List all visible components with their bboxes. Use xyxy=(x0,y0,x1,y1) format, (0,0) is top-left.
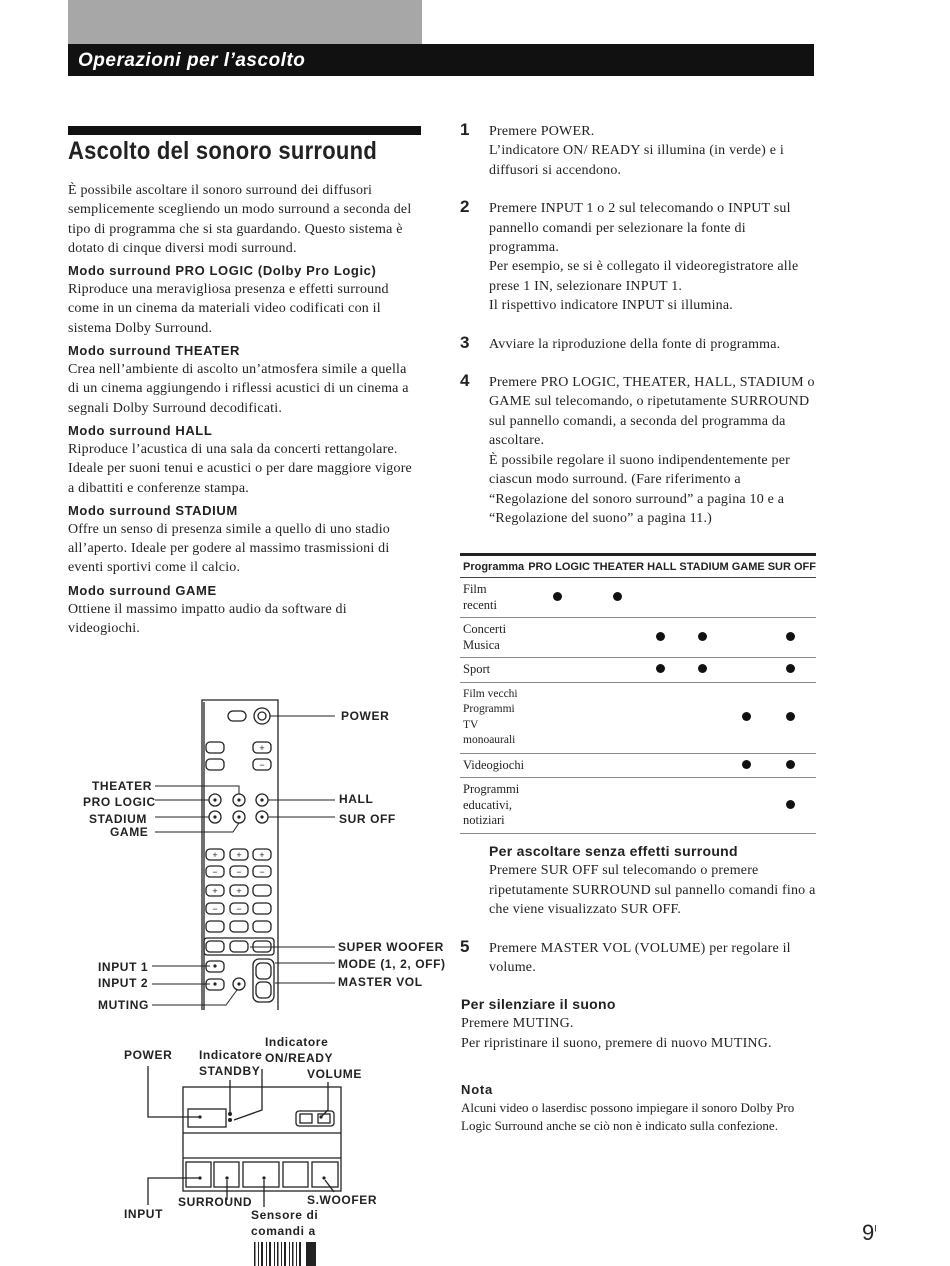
table-cell xyxy=(590,578,644,618)
remote-theater-label: THEATER xyxy=(92,779,152,793)
table-cell xyxy=(676,578,728,618)
mode-dot-icon xyxy=(553,592,562,601)
table-cell xyxy=(525,753,590,778)
svg-text:−: − xyxy=(236,904,242,914)
no-surround-block xyxy=(489,842,819,920)
table-cell xyxy=(729,618,765,658)
note-heading: Nota xyxy=(461,1082,494,1097)
panel-swoofer-label: S.WOOFER xyxy=(307,1193,378,1207)
table-row-label: Film recenti xyxy=(460,578,525,618)
table-cell xyxy=(644,753,676,778)
svg-text:−: − xyxy=(212,904,218,914)
no-surround-text: Premere SUR OFF sul telecomando o premere ripetutamente SURROUND sul pannello comandi fino a che viene visualizzato SUR OFF. xyxy=(489,863,816,918)
table-row-label: Concerti Musica xyxy=(460,618,525,658)
svg-text:+: + xyxy=(259,850,265,860)
steps-list xyxy=(460,122,816,528)
mode-dot-icon xyxy=(786,760,795,769)
table-cell xyxy=(676,618,728,658)
table-cell xyxy=(590,778,644,834)
table-cell xyxy=(765,658,816,683)
mode-text: Offre un senso di presenza simile a quello di uno stadio all’aperto. Ideale per godere al massimo trasmissioni di eventi sportivi come il calcio. xyxy=(68,521,390,576)
remote-muting-label: MUTING xyxy=(98,998,149,1012)
section-title: Operazioni per l’ascolto xyxy=(78,50,306,71)
svg-text:+: + xyxy=(259,743,265,753)
step-item xyxy=(460,199,816,315)
table-header: SUR OFF xyxy=(765,555,816,578)
mode-dot-icon xyxy=(742,760,751,769)
step-text: Premere INPUT 1 o 2 sul telecomando o INPUT sul pannello comandi per selezionare la fonte di programma. Per esempio, se si è collegato il videoregistratore alle prese 1 IN, selezionare INPUT 1. Il rispettivo indicatore INPUT si illumina. xyxy=(489,201,799,314)
table-cell xyxy=(729,578,765,618)
remote-power-label: POWER xyxy=(341,709,390,723)
table-cell xyxy=(729,682,765,753)
table-cell xyxy=(644,618,676,658)
mode-dot-icon xyxy=(613,592,622,601)
step-text: Avviare la riproduzione della fonte di programma. xyxy=(489,336,781,352)
table-row xyxy=(460,578,816,618)
step-text: Premere POWER. L’indicatore ON/ READY si illumina (in verde) e i diffusori si accendono. xyxy=(489,124,784,178)
table-cell xyxy=(729,778,765,834)
table-cell xyxy=(590,618,644,658)
remote-suroff-label: SUR OFF xyxy=(339,812,396,826)
table-row xyxy=(460,778,816,834)
mute-block xyxy=(461,995,821,1053)
table-cell xyxy=(765,682,816,753)
table-cell xyxy=(644,578,676,618)
step-item xyxy=(460,122,816,180)
table-header: THEATER xyxy=(590,555,644,578)
panel-sensor-label-1: Sensore di xyxy=(251,1208,319,1222)
step-number: 2 xyxy=(460,197,470,217)
panel-standby-label-1: Indicatore xyxy=(199,1048,263,1062)
mode-heading: Modo surround GAME xyxy=(68,582,217,598)
svg-text:−: − xyxy=(259,760,265,770)
table-header: HALL xyxy=(644,555,676,578)
mode-dot-icon xyxy=(786,664,795,673)
step-text: Premere PRO LOGIC, THEATER, HALL, STADIUM o GAME sul telecomando, o ripetutamente SURROUND sul pannello comandi, a seconda del programma da ascoltare. È possibile regolare il suono indipendentemente per ciascun modo surround. (Fare riferimento a “Regolazione del sonoro surround” a pagina 10 e a “Regolazione del suono” a pagina 11.) xyxy=(489,375,815,526)
table-cell xyxy=(590,753,644,778)
table-cell xyxy=(765,778,816,834)
table-header: PRO LOGIC xyxy=(525,555,590,578)
note-text: Alcuni video o laserdisc possono impiegare il sonoro Dolby Pro Logic Surround anche se ciò non è indicato sulla confezione. xyxy=(461,1100,795,1133)
remote-input2-label: INPUT 2 xyxy=(98,976,149,990)
svg-text:+: + xyxy=(236,850,242,860)
table-cell xyxy=(590,682,644,753)
svg-text:−: − xyxy=(259,867,265,877)
panel-power-label: POWER xyxy=(124,1048,173,1062)
table-cell xyxy=(676,682,728,753)
mode-dot-icon xyxy=(786,800,795,809)
step-number: 5 xyxy=(460,937,470,956)
svg-text:+: + xyxy=(212,850,218,860)
surround-mode-table xyxy=(460,553,816,834)
table-row xyxy=(460,682,816,753)
table-header: Programma xyxy=(460,555,525,578)
mode-heading: Modo surround PRO LOGIC (Dolby Pro Logic) xyxy=(68,263,377,279)
table-cell xyxy=(644,682,676,753)
mode-text: Ottiene il massimo impatto audio da software di videogiochi. xyxy=(68,601,347,637)
remote-hall-label: HALL xyxy=(339,792,374,806)
table-header: STADIUM xyxy=(676,555,728,578)
step-number: 4 xyxy=(460,371,470,391)
remote-prologic-label: PRO LOGIC xyxy=(83,795,156,809)
table-cell xyxy=(590,658,644,683)
remote-mastervol-label: MASTER VOL xyxy=(338,975,423,989)
step-number: 3 xyxy=(460,332,470,352)
mode-heading: Modo surround HALL xyxy=(68,422,213,438)
table-cell xyxy=(644,658,676,683)
table-cell xyxy=(525,578,590,618)
page-title: Ascolto del sonoro surround xyxy=(68,137,378,165)
panel-standby-label-2: STANDBY xyxy=(199,1064,261,1078)
table-cell xyxy=(525,658,590,683)
remote-game-label: GAME xyxy=(110,825,149,839)
remote-stadium-label: STADIUM xyxy=(89,812,147,826)
mode-text: Riproduce l’acustica di una sala da concerti rettangolare. Ideale per suoni tenui e acustici o per dare maggiore vigore a dibattiti e conferenze stampa. xyxy=(68,441,412,496)
mode-dot-icon xyxy=(656,632,665,641)
table-cell xyxy=(729,658,765,683)
mode-dot-icon xyxy=(656,664,665,673)
svg-text:+: + xyxy=(236,886,242,896)
step-item xyxy=(460,373,816,528)
page-number-value: 9 xyxy=(862,1220,875,1245)
mode-dot-icon xyxy=(786,632,795,641)
no-surround-heading: Per ascoltare senza effetti surround xyxy=(489,843,738,859)
page-number xyxy=(862,1220,877,1246)
mode-dot-icon xyxy=(698,632,707,641)
table-row xyxy=(460,753,816,778)
remote-input1-label: INPUT 1 xyxy=(98,960,149,974)
remote-superwoofer-mode-label: MODE (1, 2, OFF) xyxy=(338,957,446,971)
page-number-suffix: I xyxy=(874,1223,877,1234)
table-row-label: Film vecchi Programmi TV monoaurali xyxy=(460,682,525,753)
table-row-label: Sport xyxy=(460,658,525,683)
table-cell xyxy=(525,682,590,753)
barcode xyxy=(254,1242,316,1266)
table-cell xyxy=(676,753,728,778)
svg-text:−: − xyxy=(236,867,242,877)
mode-text: Riproduce una meravigliosa presenza e effetti surround come in un cinema da materiali video codificati con il sistema Dolby Surround. xyxy=(68,282,389,336)
table-row-label: Videogiochi xyxy=(460,753,525,778)
table-cell xyxy=(525,618,590,658)
table-row-label: Programmi educativi, notiziari xyxy=(460,778,525,834)
table-cell xyxy=(765,753,816,778)
table-header-row xyxy=(460,555,816,578)
table-row xyxy=(460,658,816,683)
mode-dot-icon xyxy=(742,712,751,721)
table-cell xyxy=(676,658,728,683)
panel-onready-label-1: Indicatore xyxy=(265,1035,329,1049)
mode-dot-icon xyxy=(698,664,707,673)
svg-text:−: − xyxy=(212,867,218,877)
panel-onready-label-2: ON/READY xyxy=(265,1051,334,1065)
svg-text:+: + xyxy=(212,886,218,896)
step-number: 1 xyxy=(460,120,470,139)
intro-text: È possibile ascoltare il sonoro surround dei diffusori semplicemente scegliendo un modo surround a seconda del tipo di programma che si sta guardando. Questo sistema è dotato di cinque diversi modi surround. xyxy=(68,183,412,256)
mute-text: Premere MUTING. Per ripristinare il suono, premere di nuovo MUTING. xyxy=(461,1016,772,1051)
table-cell xyxy=(525,778,590,834)
table-cell xyxy=(765,618,816,658)
panel-input-label: INPUT xyxy=(124,1207,163,1221)
table-cell xyxy=(765,578,816,618)
panel-volume-label: VOLUME xyxy=(307,1067,362,1081)
table-cell xyxy=(676,778,728,834)
table-row xyxy=(460,618,816,658)
step-item xyxy=(460,939,816,978)
mode-dot-icon xyxy=(786,712,795,721)
table-cell xyxy=(644,778,676,834)
table-header: GAME xyxy=(729,555,765,578)
note-block xyxy=(461,1081,821,1135)
table-cell xyxy=(729,753,765,778)
mode-text: Crea nell’ambiente di ascolto un’atmosfera simile a quella di un cinema aggiungendo i riflessi acustici di un cinema a segnali Dolby Surround decodificati. xyxy=(68,362,409,416)
step-text: Premere MASTER VOL (VOLUME) per regolare il volume. xyxy=(489,941,791,976)
step-item xyxy=(460,332,816,354)
remote-superwoofer-label: SUPER WOOFER xyxy=(338,940,444,954)
mute-heading: Per silenziare il suono xyxy=(461,996,616,1012)
panel-surround-label: SURROUND xyxy=(178,1195,253,1209)
panel-sensor-label-2: comandi a xyxy=(251,1224,316,1238)
mode-heading: Modo surround THEATER xyxy=(68,343,240,359)
mode-heading: Modo surround STADIUM xyxy=(68,502,238,518)
